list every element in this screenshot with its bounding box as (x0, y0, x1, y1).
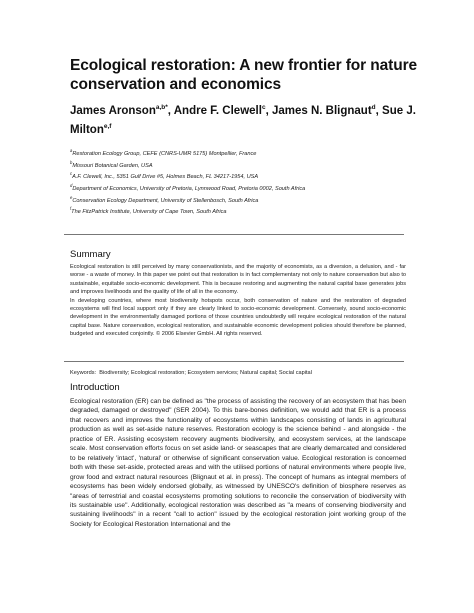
affiliation (70, 205, 440, 217)
author-separator: , (375, 104, 383, 117)
summary-paragraph: Ecological restoration is still perceived by many conservationists, and the majority of economists, as a diversion, a delusion, and - far worse - a waste of money. In this paper we point out that restoration is in fact complementary not only to nature conservation but also to sustainable, equitable socio-economic development. This is because restoring and augmenting the natural capital base generates jobs and improves livelihoods and the quality of life of all in the economy. (70, 264, 406, 296)
affiliation-list (70, 147, 440, 217)
affiliation-mark: e (70, 194, 73, 200)
summary-body (70, 263, 406, 339)
author (272, 105, 382, 117)
affiliation-mark: f (70, 206, 72, 212)
affiliation-mark: a (70, 148, 73, 153)
affiliation-mark: b (70, 159, 73, 165)
affiliation (70, 182, 440, 194)
author-affiliation-marks: a,b* (155, 104, 168, 111)
affiliation (70, 147, 440, 159)
section-divider (64, 361, 404, 362)
affiliation-text: Missouri Botanical Garden, USA (72, 162, 153, 169)
affiliation (70, 170, 440, 182)
affiliation-text: Conservation Ecology Department, University of Stellenbosch, South Africa (72, 197, 259, 204)
article-title: Ecological restoration: A new frontier for nature conservation and economics (70, 57, 418, 93)
affiliation (70, 194, 440, 206)
author (174, 105, 272, 117)
affiliation-text: A.F. Clewell, Inc., 5351 Gulf Drive #5, Holmes Beach, FL 34217-1954, USA (72, 174, 259, 181)
author-affiliation-marks: e,f (103, 122, 112, 130)
author-list (70, 100, 430, 138)
affiliation-text: Department of Economics, University of Pretoria, Lynnwood Road, Pretoria 0002, South Africa (72, 185, 306, 192)
author-name: James N. Blignaut (271, 104, 372, 117)
author-name: Andre F. Clewell (173, 104, 262, 117)
author-name: James Aronson (70, 104, 156, 117)
affiliation (70, 159, 440, 171)
keywords-line (70, 369, 406, 377)
affiliation-mark: d (70, 182, 73, 188)
author-separator: , (167, 104, 174, 117)
author-affiliation-marks: c (261, 104, 266, 111)
keywords-text: Biodiversity; Ecological restoration; Ecosystem services; Natural capital; Social capital (99, 370, 312, 376)
summary-paragraph: In developing countries, where most biodiversity hotspots occur, both conservation of nature and the restoration of degraded ecosystems will find local support only if they are clearly linked to socio-economic development. Conversely, sound socio-economic development in the environmentally damaged portions of those countries undoubtedly will require ecological restoration of the natural capital base. Nature conservation, ecological restoration, and sustainable economic development policies should therefore be planned, budgeted and executed conjointly. © 2006 Elsevier GmbH. All rights reserved. (70, 297, 406, 338)
affiliation-text: Restoration Ecology Group, CEFE (CNRS-UMR 5175) Montpellier, France (72, 150, 257, 157)
author-name: Sue J. Milton (70, 104, 416, 136)
section-divider (64, 234, 404, 235)
affiliation-text: The FitzPatrick Institute, University of Cape Town, South Africa (71, 209, 227, 216)
keywords-label: Keywords: (70, 370, 97, 376)
author (70, 105, 174, 117)
introduction-body: Ecological restoration (ER) can be defined as "the process of assisting the recovery of an ecosystem that has been degraded, damaged or destroyed" (SER 2004). To this bare-bones definition, we would add that ER is a process that recovers and improves the functionality of ecosystems within landscapes consisting of lands in agricultural production as well as set-aside nature reserves. Restoration ecology is the science behind - and alongside - the practice of ER. Assisting ecosystem recovery augments biodiversity, and ecosystem services, at the landscape scale. Most conservation efforts focus on set aside land- or seascapes that are clearly demarcated and considered to be relatively 'intact', 'natural' or otherwise of significant conservation value. Ecological restoration is concerned both with these set-aside, protected areas and with the utilised portions of natural environments where people live, grow food and extract natural resources (Blignaut et al. in press). The concept of humans as integral members of ecosystems has been widely endorsed globally, as witnessed by UNESCO's definition of biosphere reserves as "areas of terrestrial and coastal ecosystems promoting solutions to reconcile the conservation of biodiversity with its sustainable use". Additionally, ecological restoration was described as "a means of conserving biodiversity and sustaining livelihoods" in a recent "call to action" issued by the ecological restoration joint working group of the Society for Ecological Restoration International and the (70, 398, 406, 528)
author-affiliation-marks: d (371, 104, 376, 111)
author-separator: , (265, 104, 272, 117)
affiliation-mark: c (70, 171, 73, 177)
introduction-heading: Introduction (70, 382, 120, 393)
summary-heading: Summary (70, 249, 111, 260)
